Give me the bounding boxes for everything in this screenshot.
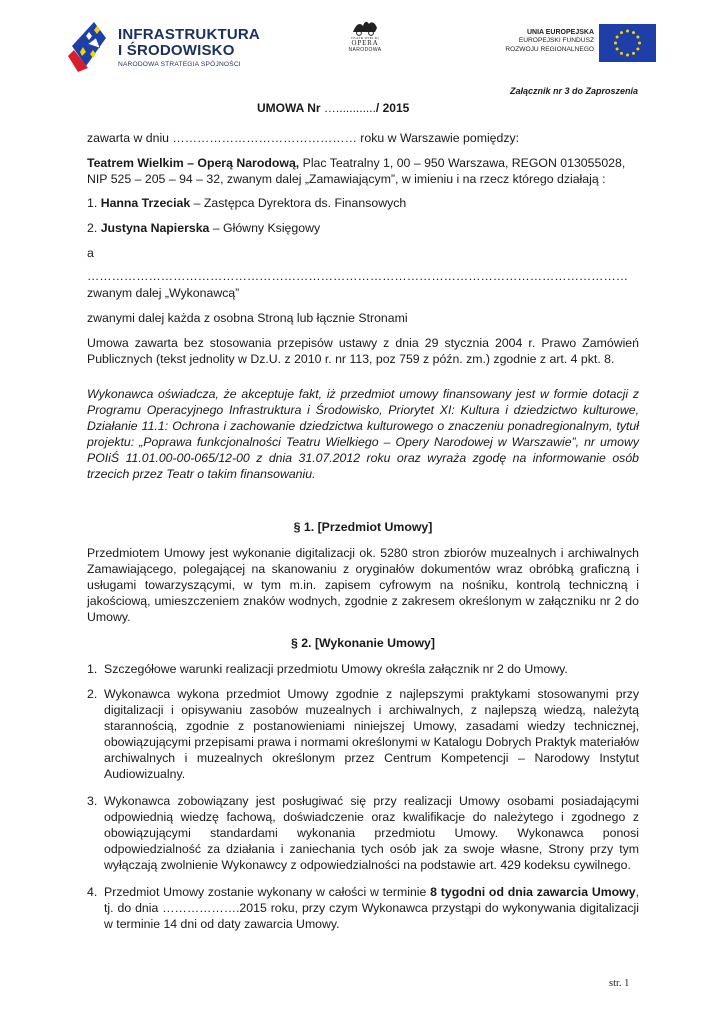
list-item-text	[104, 884, 639, 932]
title-dots: …............	[323, 101, 376, 115]
eu-flag-icon	[599, 24, 656, 62]
and-word: a	[87, 246, 94, 260]
rep2-role: – Główny Księgowy	[209, 221, 321, 235]
list-item	[87, 686, 639, 782]
list-item	[87, 884, 639, 932]
list-item-number: 1.	[87, 662, 98, 676]
opera-logo-line-3: NARODOWA	[348, 47, 382, 53]
polish-flag-stars-icon	[66, 16, 116, 74]
party-details: Plac Teatralny 1, 00 – 950 Warszawa, REGON 013055028, NIP 525 – 205 – 94 – 32, zwanym dalej „Zamawiającym”, w imieniu i na rzecz którego działają :	[87, 156, 626, 186]
contractor-dotted-line: ……………………………………………………………………………………………………………………	[87, 269, 629, 283]
opera-logo-line-1: TEATR WIELKI	[350, 36, 380, 40]
list-item-number: 3.	[87, 794, 98, 808]
infrastruktura-logo	[66, 16, 260, 74]
list-item-text: Wykonawca zobowiązany jest posługiwać się przy realizacji Umowy osobami posiadającymi odpowiednią wiedzę fachową, doświadczenie oraz kwalifikacje do należytego i zgodnego z obowiązującymi standardami wykonania przedmiotu Umowy. Wykonawca ponosi odpowiedzialność za działania i zaniechania tych osób jak za swoje własne, Strony przy tym wyłączają zwolnienie Wykonawcy z odpowiedzialności na podstawie art. 429 kodeksu cywilnego.	[104, 794, 639, 872]
title-prefix: UMOWA Nr	[257, 101, 321, 115]
list-item-text: Szczegółowe warunki realizacji przedmiotu Umowy określa załącznik nr 2 do Umowy.	[104, 662, 568, 676]
list-item-number: 2.	[87, 687, 98, 701]
party-name: Teatrem Wielkim – Operą Narodową,	[87, 156, 300, 170]
logo-line-1: INFRASTRUKTURA	[118, 26, 260, 43]
contract-title	[257, 101, 409, 115]
rep1-number: 1.	[87, 196, 101, 210]
logo-line-2: I ŚRODOWISKO	[118, 42, 235, 59]
list-item	[87, 793, 639, 873]
list-item-text: Wykonawca wykona przedmiot Umowy zgodnie z najlepszymi praktykami stosowanymi przy digitalizacji i opisywaniu zasobów muzealnych i archiwalnych, z najlepszą wiedzą, należytą starannością, zgodnie z postanowieniami niniejszej Umowy, zasadami wiedzy technicznej, obowiązującymi przepisami prawa i normami określonymi w Katalogu Dobrych Praktyk materiałów archiwalnych i muzealnych określonym przez Centrum Kompetencji – Narodowy Instytut Audiowizualny.	[104, 687, 639, 781]
item4-deadline: 8 tygodni od dnia zawarcia Umowy	[430, 885, 636, 899]
eu-logo-line-3: ROZWOJU REGIONALNEGO	[505, 45, 594, 53]
contractor-label: zwanym dalej „Wykonawcą”	[87, 286, 240, 300]
page-number: str. 1	[609, 978, 630, 989]
eu-logo-line-1: UNIA EUROPEJSKA	[526, 29, 594, 36]
logo-line-3: NARODOWA STRATEGIA SPÓJNOŚCI	[118, 61, 241, 68]
signed-at-line: zawarta w dniu ……………………………………… roku w Warszawie pomiędzy:	[87, 131, 520, 145]
section-1-heading: § 1. [Przedmiot Umowy]	[293, 520, 433, 534]
jointly-label: zwanymi dalej każda z osobna Stroną lub łącznie Stronami	[87, 311, 408, 325]
party-paragraph	[87, 155, 639, 187]
rep2-name: Justyna Napierska	[100, 221, 210, 235]
list-item-number: 4.	[87, 885, 98, 899]
eu-logo-line-2: EUROPEJSKI FUNDUSZ	[518, 37, 594, 44]
eu-logo	[496, 24, 656, 64]
opera-logo-line-2: OPERA	[351, 39, 379, 47]
attachment-note: Załącznik nr 3 do Zaproszenia	[510, 86, 639, 96]
representative-1	[87, 195, 639, 211]
item4-text-c: , tj. do dnia ……………….2015 roku, przy czym Wykonawca przystąpi do wykonywania digitalizacji w terminie 14 dni od daty zawarcia Umowy.	[104, 885, 639, 931]
rep1-name: Hanna Trzeciak	[100, 196, 191, 210]
section-2-heading: § 2. [Wykonanie Umowy]	[291, 636, 435, 650]
list-item	[87, 661, 639, 677]
section-1-text: Przedmiotem Umowy jest wykonanie digitalizacji ok. 5280 stron zbiorów muzealnych i archiwalnych Zamawiającego, polegającej na skanowaniu z oryginałów dokumentów wraz obróbką graficzną i usługami towarzyszącymi, w tym m.in. zapisem cyfrowym na nośniku, kontrolą techniczną i jakościową, umieszczeniem znaków wodnych, zgodnie z zakresem określonym w załączniku nr 2 do Umowy.	[87, 546, 639, 624]
chariot-icon	[351, 18, 379, 36]
rep1-role: – Zastępca Dyrektora ds. Finansowych	[190, 196, 407, 210]
title-suffix: / 2015	[375, 101, 410, 115]
opera-logo	[340, 18, 390, 68]
declaration-paragraph: Wykonawca oświadcza, że akceptuje fakt, iż przedmiot umowy finansowany jest w formie dotacji z Programu Operacyjnego Infrastruktura i Środowisko, Priorytet XI: Kultura i dziedzictwo kulturowe, Działanie 11.1: Ochrona i zachowanie dziedzictwa kulturowego o znaczeniu ponadregionalnym, tytuł projektu: „Poprawa funkcjonalności Teatru Wielkiego – Opery Narodowej w Warszawie”, nr umowy POIiŚ 11.01.00-00-065/12-00 z dnia 31.07.2012 roku oraz wyraża zgodę na informowanie osób trzecich przez Teatr o takim finansowaniu.	[87, 387, 639, 481]
rep2-number: 2.	[87, 221, 101, 235]
item4-text-a: Przedmiot Umowy zostanie wykonany w całości w terminie	[104, 885, 431, 899]
representative-2	[87, 220, 639, 236]
law-paragraph: Umowa zawarta bez stosowania przepisów ustawy z dnia 29 stycznia 2004 r. Prawo Zamówień Publicznych (tekst jednolity w Dz.U. z 2010 r. nr 113, poz 759 z późn. zm.) zgodnie z art. 4 pkt. 8.	[87, 336, 639, 366]
